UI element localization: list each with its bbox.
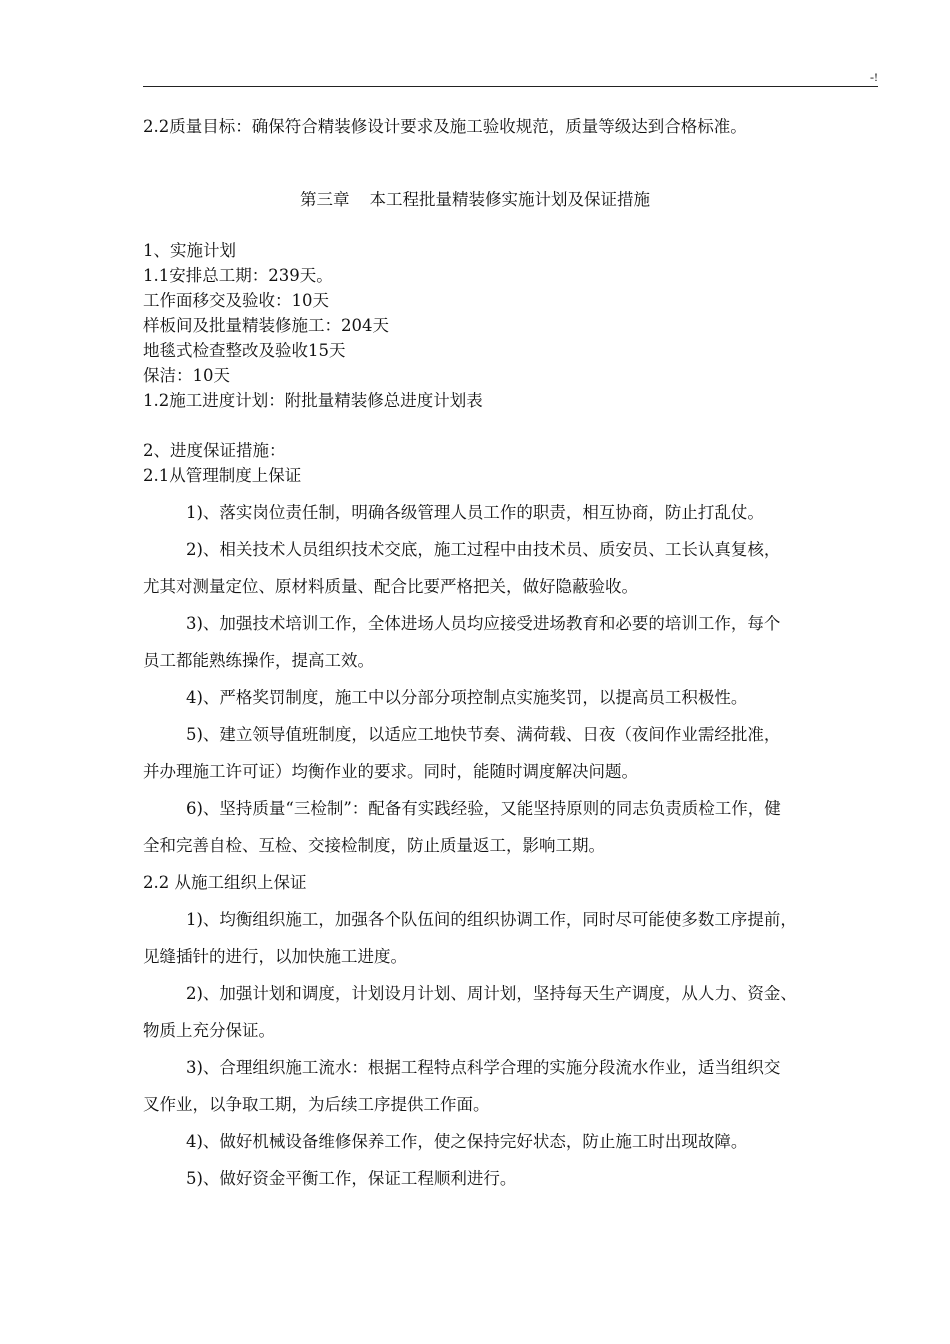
management-item-6: 6)、坚持质量“三检制”：配备有实践经验，又能坚持原则的同志负责质检工作，健 [186, 799, 781, 818]
plan-schedule: 1.2施工进度计划：附批量精装修总进度计划表 [143, 391, 483, 410]
plan-handover: 工作面移交及验收：10天 [143, 291, 329, 310]
quality-goal: 2.2质量目标：确保符合精装修设计要求及施工验收规范，质量等级达到合格标准。 [143, 117, 747, 136]
chapter-title [0, 190, 950, 210]
chapter-number: 第三章 [300, 190, 350, 209]
plan-heading: 1、实施计划 [143, 241, 236, 260]
organization-item-5: 5)、做好资金平衡工作，保证工程顺利进行。 [186, 1169, 517, 1188]
measures-heading: 2、进度保证措施： [143, 441, 286, 460]
plan-inspection: 地毯式检查整改及验收15天 [143, 341, 346, 360]
plan-cleaning: 保洁：10天 [143, 366, 230, 385]
organization-heading: 2.2 从施工组织上保证 [143, 873, 307, 892]
organization-item-3: 3)、合理组织施工流水：根据工程特点科学合理的实施分段流水作业，适当组织交 [186, 1058, 781, 1077]
management-item-5-cont: 并办理施工许可证）均衡作业的要求。同时，能随时调度解决问题。 [143, 762, 638, 781]
management-item-1: 1)、落实岗位责任制，明确各级管理人员工作的职责，相互协商，防止打乱仗。 [186, 503, 764, 522]
chapter-title-text: 本工程批量精装修实施计划及保证措施 [369, 190, 650, 209]
organization-item-2: 2)、加强计划和调度，计划设月计划、周计划，坚持每天生产调度，从人力、资金、 [186, 984, 797, 1003]
organization-item-3-cont: 叉作业，以争取工期，为后续工序提供工作面。 [143, 1095, 490, 1114]
management-heading: 2.1从管理制度上保证 [143, 466, 302, 485]
management-item-3-cont: 员工都能熟练操作，提高工效。 [143, 651, 374, 670]
organization-item-1-cont: 见缝插针的进行，以加快施工进度。 [143, 947, 407, 966]
plan-construction: 样板间及批量精装修施工：204天 [143, 316, 389, 335]
management-item-4: 4)、严格奖罚制度，施工中以分部分项控制点实施奖罚，以提高员工积极性。 [186, 688, 748, 707]
plan-total-period: 1.1安排总工期：239天。 [143, 266, 333, 285]
management-item-5: 5)、建立领导值班制度，以适应工地快节奏、满荷载、日夜（夜间作业需经批准， [186, 725, 781, 744]
page-mark: -! [870, 70, 878, 84]
organization-item-4: 4)、做好机械设备维修保养工作，使之保持完好状态，防止施工时出现故障。 [186, 1132, 748, 1151]
management-item-2-cont: 尤其对测量定位、原材料质量、配合比要严格把关，做好隐蔽验收。 [143, 577, 638, 596]
management-item-2: 2)、相关技术人员组织技术交底，施工过程中由技术员、质安员、工长认真复核， [186, 540, 781, 559]
management-item-6-cont: 全和完善自检、互检、交接检制度，防止质量返工，影响工期。 [143, 836, 605, 855]
organization-item-1: 1)、均衡组织施工，加强各个队伍间的组织协调工作，同时尽可能使多数工序提前， [186, 910, 797, 929]
header-rule [143, 86, 878, 87]
management-item-3: 3)、加强技术培训工作，全体进场人员均应接受进场教育和必要的培训工作，每个 [186, 614, 781, 633]
organization-item-2-cont: 物质上充分保证。 [143, 1021, 275, 1040]
